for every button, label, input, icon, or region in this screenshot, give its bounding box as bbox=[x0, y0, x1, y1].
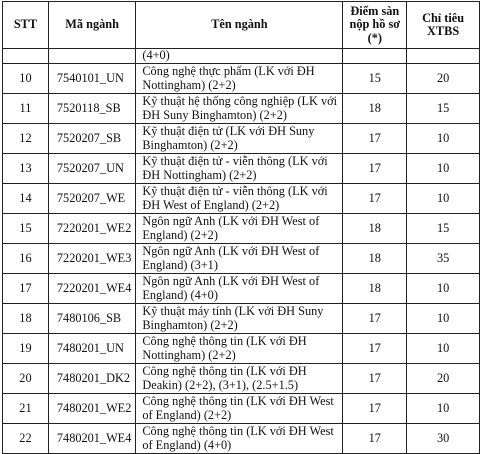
cell-quota: 15 bbox=[407, 94, 480, 124]
cell-score: 18 bbox=[343, 244, 407, 274]
cell-code: 7520118_SB bbox=[48, 94, 135, 124]
cell-name: Công nghệ thực phẩm (LK với ĐH Nottingham) (2+2) bbox=[136, 64, 343, 94]
cell-score: 17 bbox=[343, 364, 407, 394]
cell-code: 7220201_WE4 bbox=[48, 274, 135, 304]
cell-name: Công nghệ thông tin (LK với ĐH West of England) (2+2) bbox=[136, 394, 343, 424]
cell-score: 18 bbox=[343, 94, 407, 124]
cell-stt: 12 bbox=[3, 124, 49, 154]
cell-score: 17 bbox=[343, 304, 407, 334]
cell-code: 7480201_WE2 bbox=[48, 394, 135, 424]
cell-stt: 16 bbox=[3, 244, 49, 274]
continuation-row bbox=[3, 49, 480, 64]
cell-score: 18 bbox=[343, 274, 407, 304]
table-row bbox=[3, 394, 480, 424]
cell-name: Ngôn ngữ Anh (LK với ĐH West of England) (2+2) bbox=[136, 214, 343, 244]
cell-name: Kỹ thuật điện tử - viễn thông (LK với ĐH West of England) (2+2) bbox=[136, 184, 343, 214]
cell-name: Ngôn ngữ Anh (LK với ĐH West of England) (3+1) bbox=[136, 244, 343, 274]
header-code: Mã ngành bbox=[48, 2, 135, 49]
cell-name: Ngôn ngữ Anh (LK với ĐH West of England) (4+0) bbox=[136, 274, 343, 304]
cell-quota: 35 bbox=[407, 244, 480, 274]
cell-score: 17 bbox=[343, 394, 407, 424]
cell-score: 15 bbox=[343, 64, 407, 94]
header-stt: STT bbox=[3, 2, 49, 49]
cell-stt: 10 bbox=[3, 64, 49, 94]
cell-score bbox=[343, 49, 407, 64]
cell-score: 18 bbox=[343, 214, 407, 244]
cell-score: 17 bbox=[343, 184, 407, 214]
cell-stt: 20 bbox=[3, 364, 49, 394]
header-score: Điểm sàn nộp hồ sơ (*) bbox=[343, 2, 407, 49]
cell-stt: 18 bbox=[3, 304, 49, 334]
cell-name: Công nghệ thông tin (LK với ĐH West of England) (4+0) bbox=[136, 424, 343, 454]
cell-code: 7520207_WE bbox=[48, 184, 135, 214]
cell-quota: 15 bbox=[407, 214, 480, 244]
cell-stt: 13 bbox=[3, 154, 49, 184]
cell-stt: 11 bbox=[3, 94, 49, 124]
cell-quota: 10 bbox=[407, 184, 480, 214]
cell-score: 17 bbox=[343, 334, 407, 364]
header-quota: Chỉ tiêu XTBS bbox=[407, 2, 480, 49]
cell-stt: 15 bbox=[3, 214, 49, 244]
table-row bbox=[3, 184, 480, 214]
cell-quota: 20 bbox=[407, 64, 480, 94]
table-row bbox=[3, 94, 480, 124]
cell-code: 7480201_WE4 bbox=[48, 424, 135, 454]
cell-name: Kỹ thuật điện tử (LK với ĐH Suny Binghamton) (2+2) bbox=[136, 124, 343, 154]
table-row bbox=[3, 424, 480, 454]
cell-name: (4+0) bbox=[136, 49, 343, 64]
cell-code bbox=[48, 49, 135, 64]
table-row bbox=[3, 154, 480, 184]
cell-code: 7520207_UN bbox=[48, 154, 135, 184]
cell-stt: 19 bbox=[3, 334, 49, 364]
cell-code: 7220201_WE3 bbox=[48, 244, 135, 274]
cell-quota: 10 bbox=[407, 154, 480, 184]
cell-score: 17 bbox=[343, 124, 407, 154]
cell-quota: 10 bbox=[407, 394, 480, 424]
cell-code: 7480106_SB bbox=[48, 304, 135, 334]
cell-score: 17 bbox=[343, 154, 407, 184]
table-row bbox=[3, 304, 480, 334]
cell-quota: 10 bbox=[407, 334, 480, 364]
cell-stt: 14 bbox=[3, 184, 49, 214]
cell-quota: 30 bbox=[407, 424, 480, 454]
header-row bbox=[3, 2, 480, 49]
cell-stt: 22 bbox=[3, 424, 49, 454]
table-row bbox=[3, 274, 480, 304]
cell-quota: 10 bbox=[407, 124, 480, 154]
cell-stt: 21 bbox=[3, 394, 49, 424]
cell-code: 7540101_UN bbox=[48, 64, 135, 94]
table-row bbox=[3, 124, 480, 154]
cell-stt: 17 bbox=[3, 274, 49, 304]
cell-quota: 10 bbox=[407, 274, 480, 304]
table-row bbox=[3, 364, 480, 394]
table-row bbox=[3, 244, 480, 274]
cell-name: Công nghệ thông tin (LK với ĐH Deakin) (2+2), (3+1), (2.5+1.5) bbox=[136, 364, 343, 394]
cell-code: 7480201_UN bbox=[48, 334, 135, 364]
table-row bbox=[3, 64, 480, 94]
cell-name: Công nghệ thông tin (LK với ĐH Nottingham) (2+2) bbox=[136, 334, 343, 364]
table-row bbox=[3, 334, 480, 364]
cell-name: Kỹ thuật điện tử - viễn thông (LK với ĐH Nottingham) (2+2) bbox=[136, 154, 343, 184]
header-name: Tên ngành bbox=[136, 2, 343, 49]
cell-quota: 10 bbox=[407, 304, 480, 334]
cell-score: 17 bbox=[343, 424, 407, 454]
cell-code: 7220201_WE2 bbox=[48, 214, 135, 244]
table-row bbox=[3, 214, 480, 244]
cell-code: 7480201_DK2 bbox=[48, 364, 135, 394]
cell-code: 7520207_SB bbox=[48, 124, 135, 154]
cell-stt bbox=[3, 49, 49, 64]
cell-quota: 20 bbox=[407, 364, 480, 394]
admission-table bbox=[2, 1, 480, 454]
cell-quota bbox=[407, 49, 480, 64]
cell-name: Kỹ thuật hệ thống công nghiệp (LK với ĐH Suny Binghamton) (2+2) bbox=[136, 94, 343, 124]
cell-name: Kỹ thuật máy tính (LK với ĐH Suny Binghamton) (2+2) bbox=[136, 304, 343, 334]
